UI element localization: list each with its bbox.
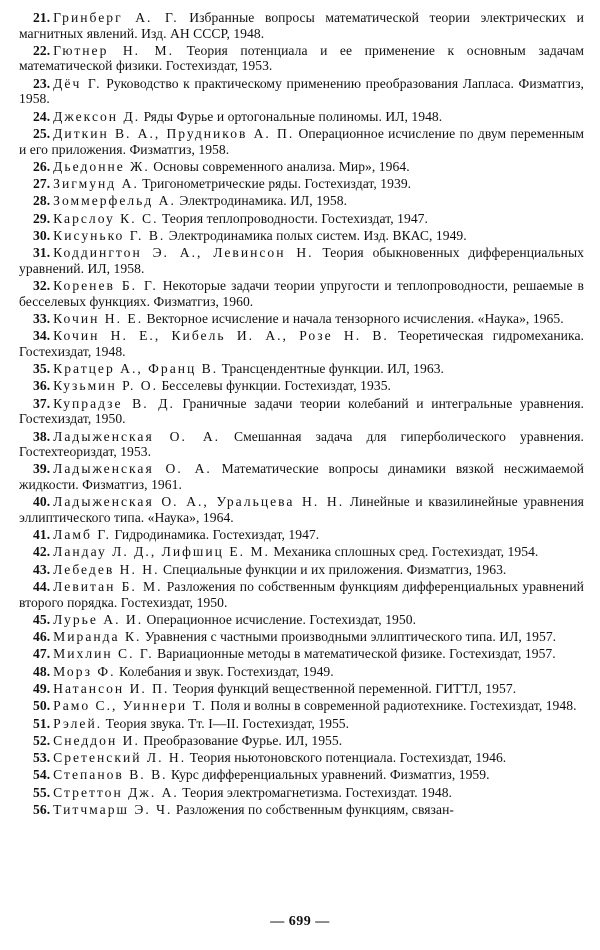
reference-text: Некоторые задачи теории упругости и теплопроводности, решаемые в бесселевых функциях. Физматгиз, 1960. (19, 278, 585, 309)
reference-number: 47. (33, 646, 51, 662)
reference-author: Джексон Д. (53, 108, 141, 124)
reference-entry (19, 193, 584, 209)
reference-number: 45. (33, 611, 51, 627)
reference-entry (19, 646, 584, 662)
reference-number: 51. (33, 715, 51, 731)
reference-author: Натансон И. П. (53, 681, 170, 696)
reference-entry (19, 629, 584, 645)
reference-number: 31. (33, 245, 51, 261)
reference-entry (19, 228, 584, 244)
reference-author: Кратцер А., Франц В. (53, 361, 219, 377)
reference-text: Трансцендентные функции. ИЛ, 1963. (218, 361, 445, 377)
reference-entry (19, 750, 584, 766)
reference-author: Зоммерфельд А. (53, 193, 176, 209)
bibliography-list (19, 10, 584, 819)
reference-number: 28. (33, 193, 51, 209)
reference-entry (19, 579, 584, 610)
reference-text: Курс дифференциальных уравнений. Физматгиз, 1959. (167, 767, 490, 783)
reference-text: Механика сплошных сред. Гостехиздат, 1954. (269, 544, 539, 560)
reference-entry (19, 767, 584, 783)
reference-entry (19, 109, 584, 125)
reference-author: Левитан Б. М. (53, 579, 163, 594)
reference-text: Теория потенциала и ее применение к основным задачам математической физики. Гостехиздат, 1953. (19, 42, 584, 74)
reference-number: 41. (33, 527, 51, 543)
reference-number: 43. (33, 561, 51, 577)
reference-number: 49. (33, 681, 51, 696)
reference-entry (19, 698, 584, 714)
reference-text: Операционное исчисление. Гостехиздат, 1950. (143, 611, 417, 627)
reference-author: Зигмунд А. (53, 176, 139, 192)
reference-entry (19, 396, 584, 427)
reference-text: Бесселевы функции. Гостехиздат, 1935. (158, 378, 391, 394)
reference-author: Дёч Г. (53, 75, 102, 91)
reference-text: Теория обыкновенных дифференциальных уравнений. ИЛ, 1958. (19, 245, 584, 276)
reference-entry (19, 494, 584, 525)
reference-number: 55. (33, 784, 51, 800)
reference-number: 53. (33, 750, 51, 766)
reference-entry (19, 43, 584, 74)
reference-author: Кочин Н. Е., Кибель И. А., Розе Н. В. (53, 328, 389, 344)
reference-author: Диткин В. А., Прудников А. П. (53, 125, 295, 141)
reference-number: 46. (33, 629, 51, 645)
reference-author: Рамо С., Уиннери Т. (53, 698, 207, 714)
reference-number: 29. (33, 210, 51, 226)
reference-author: Снеддон И. (53, 732, 140, 748)
reference-entry (19, 126, 584, 157)
reference-entry (19, 802, 584, 818)
reference-entry (19, 562, 584, 578)
reference-number: 27. (33, 176, 51, 192)
reference-text: Гидродинамика. Гостехиздат, 1947. (111, 527, 320, 543)
reference-entry (19, 211, 584, 227)
reference-entry (19, 311, 584, 327)
reference-author: Сретенский Л. Н. (53, 750, 187, 766)
reference-number: 40. (33, 494, 51, 510)
reference-author: Лурье А. И. (53, 611, 144, 627)
reference-author: Михлин С. Г. (53, 646, 154, 662)
reference-text: Теория функций вещественной переменной. ГИТТЛ, 1957. (169, 681, 517, 696)
page-number: — 699 — (270, 914, 330, 929)
reference-author: Ладыженская О. А. (53, 428, 221, 444)
reference-author: Кузьмин Р. О. (53, 378, 158, 394)
reference-author: Титчмарш Э. Ч. (53, 801, 173, 817)
reference-text: Уравнения с частными производными эллиптического типа. ИЛ, 1957. (141, 629, 557, 645)
reference-text: Основы современного анализа. Мир», 1964. (149, 158, 410, 174)
reference-entry (19, 429, 584, 460)
reference-entry (19, 245, 584, 276)
reference-number: 35. (33, 361, 51, 377)
reference-number: 21. (33, 10, 51, 25)
reference-number: 38. (33, 428, 51, 444)
reference-entry (19, 328, 584, 359)
reference-author: Кочин Н. Е. (53, 310, 144, 326)
reference-author: Кисунько Г. В. (53, 227, 166, 243)
reference-author: Морз Ф. (53, 663, 116, 679)
reference-text: Теория электромагнетизма. Гостехиздат. 1948. (178, 784, 452, 800)
reference-text: Теория ньютоновского потенциала. Гостехиздат, 1946. (186, 750, 507, 766)
reference-text: Разложения по собственным функциям, связан- (172, 801, 454, 817)
reference-entry (19, 159, 584, 175)
reference-text: Операционное исчисление по двум переменным и его приложения. Физматгиз, 1958. (19, 125, 584, 157)
reference-entry (19, 176, 584, 192)
reference-entry (19, 681, 584, 697)
reference-author: Ландау Л. Д., Лифшиц Е. М. (53, 544, 270, 560)
reference-entry (19, 785, 584, 801)
reference-text: Математические вопросы динамики вязкой несжимаемой жидкости. Физматгиз, 1961. (19, 461, 584, 492)
reference-text: Специальные функции и их приложения. Физматгиз, 1963. (159, 561, 507, 577)
reference-entry (19, 361, 584, 377)
reference-text: Смешанная задача для гиперболического уравнения. Гостехтеориздат, 1953. (19, 428, 584, 460)
reference-text: Ряды Фурье и ортогональные полиномы. ИЛ, 1948. (140, 108, 443, 124)
reference-author: Стреттон Дж. А. (53, 784, 179, 800)
reference-text: Теория звука. Тт. I—II. Гостехиздат, 1955. (102, 715, 350, 731)
reference-entry (19, 733, 584, 749)
reference-author: Степанов В. В. (53, 767, 168, 783)
reference-number: 54. (33, 767, 51, 783)
reference-entry (19, 716, 584, 732)
reference-number: 32. (33, 278, 51, 294)
reference-text: Граничные задачи теории колебаний и интегральные уравнения. Гостехиздат, 1950. (19, 395, 584, 427)
reference-text: Теория теплопроводности. Гостехиздат, 1947. (158, 210, 428, 226)
reference-text: Избранные вопросы математической теории электрических и магнитных явлений. Изд. АН СССР, 1948. (19, 10, 584, 41)
reference-author: Гринберг А. Г. (53, 10, 179, 25)
reference-text: Электродинамика полых систем. Изд. ВКАС, 1949. (165, 227, 467, 243)
reference-text: Поля и волны в современной радиотехнике. Гостехиздат, 1948. (206, 698, 577, 714)
reference-number: 48. (33, 663, 51, 679)
reference-entry (19, 527, 584, 543)
reference-text: Руководство к практическому применению преобразования Лапласа. Физматгиз, 1958. (19, 75, 585, 107)
reference-entry (19, 76, 584, 107)
reference-number: 33. (33, 310, 51, 326)
reference-author: Коренев Б. Г. (53, 278, 158, 294)
reference-entry (19, 10, 584, 41)
reference-entry (19, 461, 584, 492)
reference-text: Электродинамика. ИЛ, 1958. (175, 193, 348, 209)
reference-entry (19, 664, 584, 680)
reference-number: 25. (33, 125, 51, 141)
reference-author: Рэлей. (53, 715, 103, 731)
reference-number: 22. (33, 42, 51, 58)
reference-author: Карслоу К. С. (53, 210, 159, 226)
reference-author: Дьедонне Ж. (53, 158, 150, 174)
reference-author: Гютнер Н. М. (53, 42, 175, 58)
reference-number: 23. (33, 75, 51, 91)
reference-number: 37. (33, 395, 51, 411)
reference-author: Лебедев Н. Н. (53, 561, 160, 577)
reference-number: 36. (33, 378, 51, 394)
reference-number: 30. (33, 227, 51, 243)
reference-author: Ламб Г. (53, 527, 112, 543)
reference-text: Колебания и звук. Гостехиздат, 1949. (115, 663, 334, 679)
reference-number: 50. (33, 698, 51, 714)
reference-entry (19, 378, 584, 394)
reference-text: Векторное исчисление и начала тензорного исчисления. «Наука», 1965. (143, 310, 564, 326)
reference-text: Преобразование Фурье. ИЛ, 1955. (139, 732, 343, 748)
reference-number: 24. (33, 108, 51, 124)
reference-number: 52. (33, 732, 51, 748)
reference-author: Коддингтон Э. А., Левинсон Н. (53, 245, 314, 261)
reference-number: 42. (33, 544, 51, 560)
reference-text: Разложения по собственным функциям дифференциальных уравнений второго порядка. Гостехиздат, 1950. (19, 579, 584, 610)
reference-author: Ладыженская О. А. (53, 461, 212, 477)
reference-number: 56. (33, 801, 51, 817)
reference-entry (19, 544, 584, 560)
reference-number: 26. (33, 158, 51, 174)
reference-entry (19, 278, 584, 309)
reference-text: Теоретическая гидромеханика. Гостехиздат, 1948. (19, 328, 584, 359)
reference-number: 44. (33, 579, 51, 594)
reference-number: 34. (33, 328, 51, 344)
reference-author: Ладыженская О. А., Уральцева Н. Н. (53, 494, 345, 510)
reference-text: Вариационные методы в математической физике. Гостехиздат, 1957. (153, 646, 556, 662)
reference-author: Купрадзе В. Д. (53, 395, 175, 411)
reference-text: Тригонометрические ряды. Гостехиздат, 1939. (138, 176, 412, 192)
reference-text: Линейные и квазилинейные уравнения эллиптического типа. «Наука», 1964. (19, 494, 584, 525)
reference-author: Миранда К. (53, 629, 142, 645)
reference-number: 39. (33, 461, 51, 477)
reference-entry (19, 612, 584, 628)
